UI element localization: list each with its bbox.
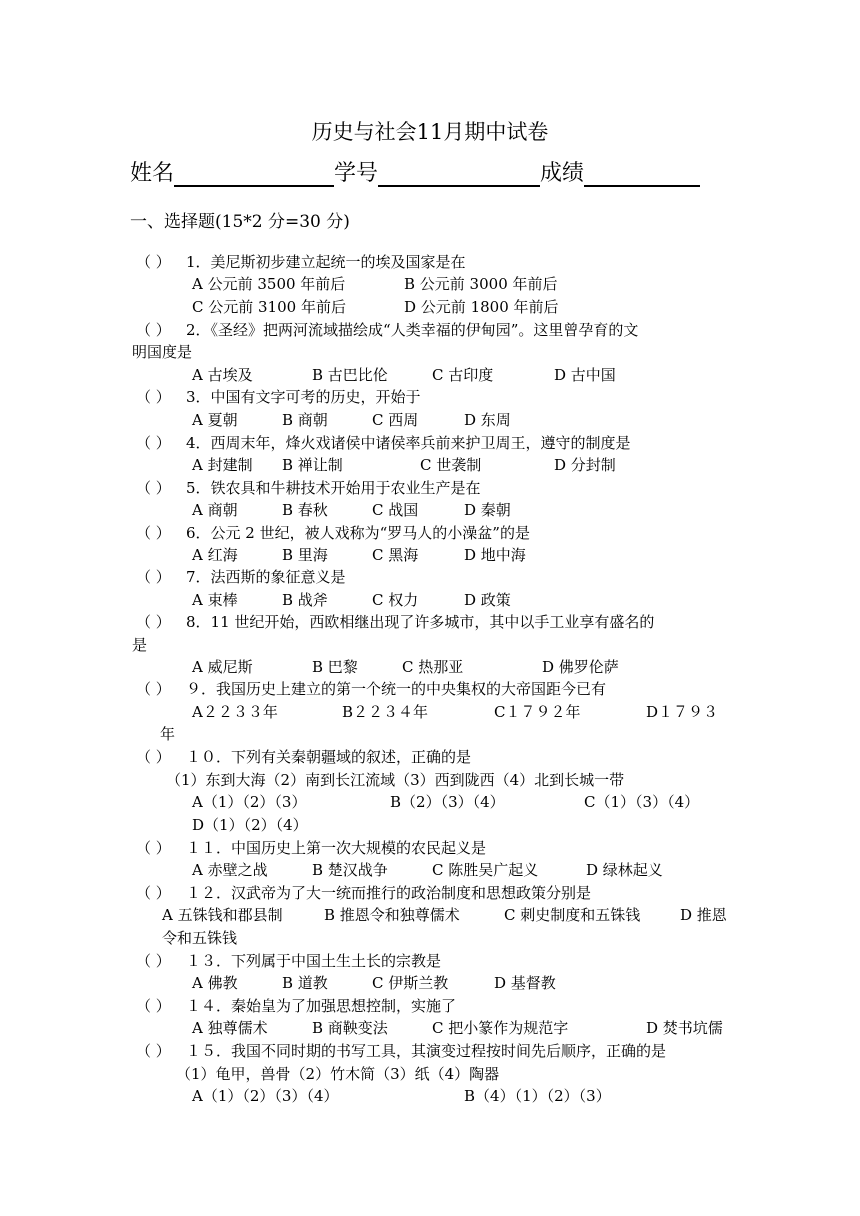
option-D[interactable]: D 推恩	[680, 906, 727, 924]
option-B[interactable]: B（4）（1）（2）（3）	[464, 1087, 611, 1105]
question-stem: １１．中国历史上第一次大规模的农民起义是	[186, 839, 487, 857]
option-B[interactable]: B 商鞅变法	[312, 1019, 388, 1037]
answer-blank[interactable]: （ ）	[136, 839, 171, 857]
question-stem: １２．汉武帝为了大一统而推行的政治制度和思想政策分别是	[186, 884, 592, 902]
option-D[interactable]: D 公元前 1800 年前后	[404, 298, 559, 316]
option-B[interactable]: B 战斧	[282, 591, 328, 609]
score-blank[interactable]	[584, 161, 700, 187]
option-C[interactable]: C 权力	[372, 591, 419, 609]
option-C[interactable]: C 黑海	[372, 546, 419, 564]
answer-blank[interactable]: （ ）	[136, 748, 171, 766]
student-id-label: 学号	[334, 161, 379, 186]
option-C[interactable]: C 公元前 3100 年前后	[192, 298, 346, 316]
question-12	[136, 882, 591, 903]
question-stem: １０．下列有关秦朝疆域的叙述，正确的是	[186, 748, 472, 766]
option-A[interactable]: A 赤壁之战	[192, 861, 268, 879]
question-stem: 7．法西斯的象征意义是	[186, 568, 346, 586]
option-D[interactable]: D 绿林起义	[586, 861, 663, 879]
option-A[interactable]: A 古埃及	[192, 366, 253, 384]
answer-blank[interactable]: （ ）	[136, 1042, 171, 1060]
question-14	[136, 995, 456, 1016]
option-A[interactable]: A（1）（2）（3）	[192, 793, 307, 811]
option-A[interactable]: A 威尼斯	[192, 658, 253, 676]
option-A[interactable]: A 公元前 3500 年前后	[192, 275, 346, 293]
question-13	[136, 950, 441, 971]
answer-blank[interactable]: （ ）	[136, 884, 171, 902]
option-A[interactable]: A 封建制	[192, 456, 253, 474]
option-D[interactable]: D 佛罗伦萨	[542, 658, 619, 676]
option-C[interactable]: C１７９２年	[494, 703, 581, 721]
question-3	[136, 386, 421, 407]
option-A[interactable]: A 束棒	[192, 591, 238, 609]
option-B[interactable]: B２２３４年	[342, 703, 429, 721]
question-stem: 8．11 世纪开始，西欧相继出现了许多城市，其中以手工业享有盛名的	[186, 613, 655, 631]
question-stem: 5．铁农具和牛耕技术开始用于农业生产是在	[186, 479, 481, 497]
answer-blank[interactable]: （ ）	[136, 680, 171, 698]
option-C[interactable]: C 把小篆作为规范字	[432, 1019, 569, 1037]
question-4	[136, 432, 631, 453]
answer-blank[interactable]: （ ）	[136, 388, 171, 406]
option-continued: 年	[160, 725, 176, 743]
option-A[interactable]: A２２３３年	[192, 703, 278, 721]
question-stem: １３．下列属于中国土生土长的宗教是	[186, 952, 442, 970]
option-D[interactable]: D 政策	[464, 591, 511, 609]
option-D[interactable]: D 古中国	[554, 366, 616, 384]
option-C[interactable]: C 世袭制	[420, 456, 482, 474]
option-B[interactable]: B 禅让制	[282, 456, 343, 474]
answer-blank[interactable]: （ ）	[136, 434, 171, 452]
answer-blank[interactable]: （ ）	[136, 613, 171, 631]
student-id-blank[interactable]	[378, 161, 540, 187]
option-B[interactable]: B 里海	[282, 546, 328, 564]
option-A[interactable]: A 五铢钱和郡县制	[162, 906, 283, 924]
question-sub-items: （1）龟甲，兽骨（2）竹木简（3）纸（4）陶器	[176, 1065, 500, 1083]
answer-blank[interactable]: （ ）	[136, 952, 171, 970]
question-10	[136, 746, 471, 767]
page-title: 历史与社会11月期中试卷	[311, 120, 549, 144]
option-C[interactable]: C（1）（3）（4）	[584, 793, 700, 811]
option-continued: 令和五铢钱	[162, 929, 238, 947]
question-6	[136, 522, 530, 543]
question-2	[136, 319, 638, 340]
answer-blank[interactable]: （ ）	[136, 253, 171, 271]
option-D[interactable]: D１７９３	[646, 703, 719, 721]
option-A[interactable]: A 独尊儒术	[192, 1019, 268, 1037]
name-label: 姓名	[130, 161, 175, 186]
option-B[interactable]: B 春秋	[282, 501, 328, 519]
section-heading: 一、选择题(15*2 分=30 分)	[130, 212, 350, 232]
option-C[interactable]: C 古印度	[432, 366, 494, 384]
option-B[interactable]: B 商朝	[282, 411, 328, 429]
option-A[interactable]: A 红海	[192, 546, 238, 564]
question-stem: ９．我国历史上建立的第一个统一的中央集权的大帝国距今已有	[186, 680, 607, 698]
question-15	[136, 1040, 666, 1061]
question-1	[136, 251, 466, 272]
option-A[interactable]: A（1）（2）（3）（4）	[192, 1087, 339, 1105]
question-stem: 1．美尼斯初步建立起统一的埃及国家是在	[186, 253, 466, 271]
option-D[interactable]: D 基督教	[494, 974, 556, 992]
score-label: 成绩	[540, 161, 585, 186]
option-C[interactable]: C 热那亚	[402, 658, 464, 676]
option-B[interactable]: B 道教	[282, 974, 328, 992]
question-stem-continued: 是	[132, 636, 148, 654]
option-B[interactable]: B 楚汉战争	[312, 861, 388, 879]
answer-blank[interactable]: （ ）	[136, 479, 171, 497]
option-B[interactable]: B 公元前 3000 年前后	[404, 275, 558, 293]
question-5	[136, 477, 481, 498]
question-sub-items: （1）东到大海（2）南到长江流域（3）西到陇西（4）北到长城一带	[166, 771, 625, 789]
question-stem: １５．我国不同时期的书写工具，其演变过程按时间先后顺序，正确的是	[186, 1042, 667, 1060]
answer-blank[interactable]: （ ）	[136, 321, 171, 339]
name-blank[interactable]	[174, 161, 334, 187]
option-C[interactable]: C 陈胜吴广起义	[432, 861, 539, 879]
question-9	[136, 678, 606, 699]
question-stem: １４．秦始皇为了加强思想控制，实施了	[186, 997, 457, 1015]
option-B[interactable]: B 推恩令和独尊儒术	[324, 906, 460, 924]
option-B[interactable]: B 古巴比伦	[312, 366, 388, 384]
option-C[interactable]: C 刺史制度和五铢钱	[504, 906, 641, 924]
answer-blank[interactable]: （ ）	[136, 524, 171, 542]
question-stem: 3．中国有文字可考的历史，开始于	[186, 388, 421, 406]
option-B[interactable]: B（2）（3）（4）	[390, 793, 505, 811]
answer-blank[interactable]: （ ）	[136, 568, 171, 586]
option-A[interactable]: A 商朝	[192, 501, 238, 519]
option-D[interactable]: D 分封制	[554, 456, 616, 474]
option-D[interactable]: D 地中海	[464, 546, 526, 564]
answer-blank[interactable]: （ ）	[136, 997, 171, 1015]
option-C[interactable]: C 战国	[372, 501, 419, 519]
question-stem: 2．《圣经》把两河流域描绘成“人类幸福的伊甸园”。这里曾孕育的文	[186, 321, 639, 339]
option-C[interactable]: C 伊斯兰教	[372, 974, 449, 992]
option-A[interactable]: A 夏朝	[192, 411, 238, 429]
option-D[interactable]: D 东周	[464, 411, 511, 429]
option-D[interactable]: D 秦朝	[464, 501, 511, 519]
option-C[interactable]: C 西周	[372, 411, 419, 429]
option-A[interactable]: A 佛教	[192, 974, 238, 992]
question-8	[136, 611, 654, 632]
question-7	[136, 566, 346, 587]
option-D[interactable]: D（1）（2）（4）	[192, 816, 308, 834]
student-info-line	[130, 156, 700, 190]
option-D[interactable]: D 焚书坑儒	[646, 1019, 723, 1037]
option-B[interactable]: B 巴黎	[312, 658, 358, 676]
question-stem: 4．西周末年，烽火戏诸侯中诸侯率兵前来护卫周王，遵守的制度是	[186, 434, 631, 452]
question-stem: 6．公元 2 世纪，被人戏称为“罗马人的小澡盆”的是	[186, 524, 530, 542]
question-stem-continued: 明国度是	[132, 343, 193, 361]
question-11	[136, 837, 486, 858]
